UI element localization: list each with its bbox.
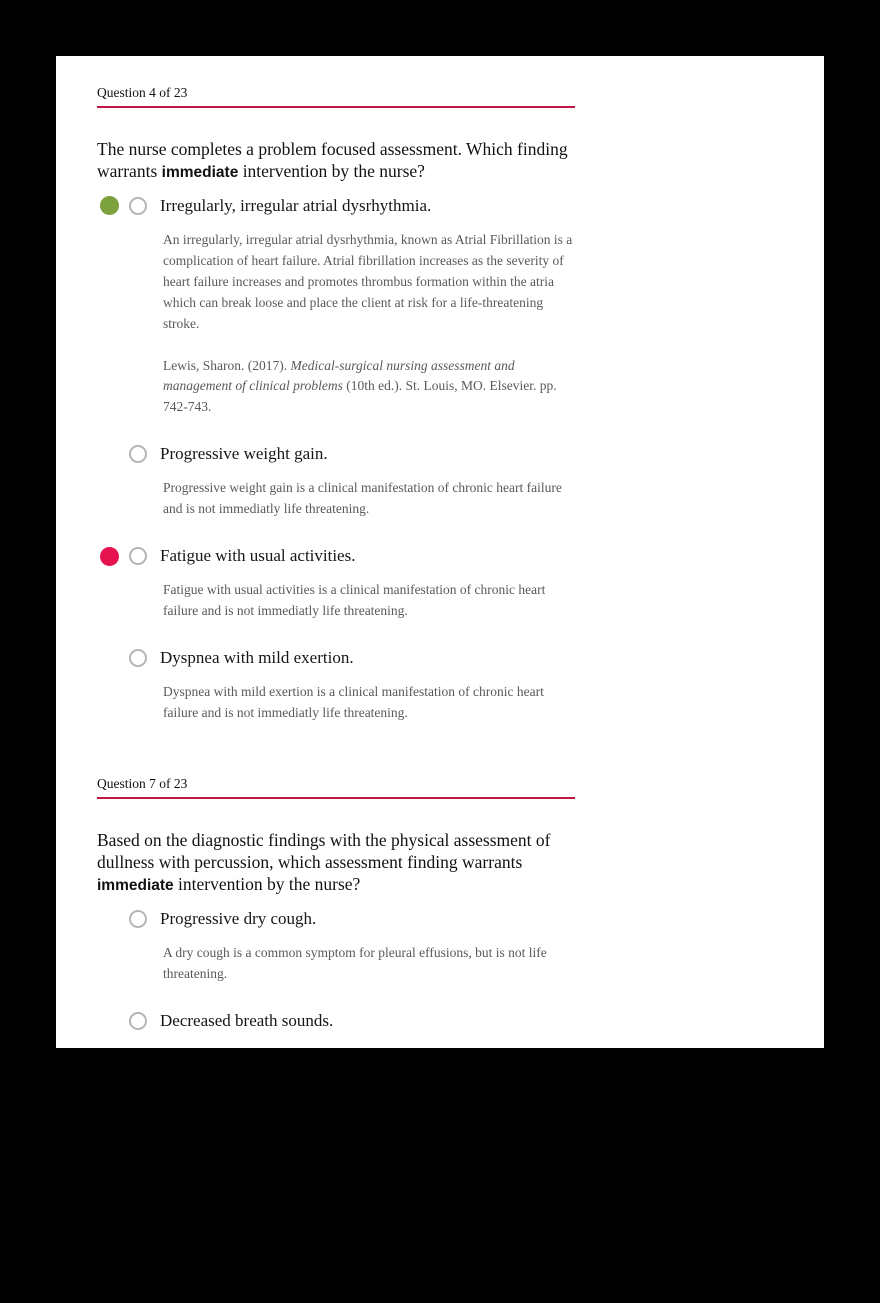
answer-option-row — [100, 909, 779, 929]
quiz-page-card — [56, 56, 824, 1048]
explanation-text: A dry cough is a common symptom for pleural effusions, but is not life threatening. — [163, 944, 547, 981]
question-text-prefix: The nurse completes a problem focused assessment. Which finding warrants — [97, 139, 568, 182]
question-header-underline — [97, 797, 575, 799]
option-label[interactable]: Progressive weight gain. — [160, 444, 328, 464]
correct-indicator-dot — [100, 196, 119, 215]
indicator-dot-placeholder — [100, 909, 119, 928]
option-explanation — [163, 682, 575, 724]
question-bold-word: immediate — [161, 164, 239, 182]
question-counter: Question 7 of 23 — [97, 775, 188, 791]
question-text-prefix: Based on the diagnostic findings with the physical assessment of dullness with percussion, which assessment finding warrants — [97, 829, 551, 873]
radio-button[interactable] — [129, 547, 147, 565]
option-explanation — [163, 943, 575, 985]
option-explanation — [163, 230, 575, 418]
reference-prefix: Lewis, Sharon. (2017). — [163, 357, 291, 373]
reference-citation — [163, 356, 575, 419]
question-text — [97, 138, 571, 183]
radio-button[interactable] — [129, 197, 147, 215]
answer-option-row — [100, 196, 779, 216]
question-block-7 — [97, 776, 779, 1031]
answer-option-row — [100, 1011, 779, 1031]
question-counter: Question 4 of 23 — [97, 85, 188, 100]
reference-title-italic: Medical-surgical nursing assessment and management of clinical problems — [163, 357, 515, 394]
question-bold-word: immediate — [97, 877, 174, 895]
question-text — [97, 829, 571, 896]
option-explanation — [163, 580, 575, 622]
question-block-4 — [97, 85, 779, 724]
answer-option-row — [100, 648, 779, 668]
indicator-dot-placeholder — [100, 648, 119, 667]
answer-option-row — [100, 444, 779, 464]
option-label[interactable]: Dyspnea with mild exertion. — [160, 647, 354, 667]
explanation-text: Dyspnea with mild exertion is a clinical manifestation of chronic heart failure and is not immediatly life threatening. — [163, 683, 544, 720]
indicator-dot-placeholder — [100, 445, 119, 464]
option-label[interactable]: Irregularly, irregular atrial dysrhythmia. — [160, 195, 432, 215]
option-label[interactable]: Progressive dry cough. — [160, 908, 317, 928]
explanation-text: Progressive weight gain is a clinical manifestation of chronic heart failure and is not immediatly life threatening. — [163, 480, 562, 517]
radio-button[interactable] — [129, 649, 147, 667]
answer-option-row — [100, 546, 779, 566]
question-text-suffix: intervention by the nurse? — [173, 874, 361, 895]
option-explanation — [163, 478, 575, 520]
explanation-text: Fatigue with usual activities is a clinical manifestation of chronic heart failure and is not immediatly life threatening. — [163, 582, 546, 619]
radio-button[interactable] — [129, 1012, 147, 1030]
radio-button[interactable] — [129, 445, 147, 463]
reference-suffix: (10th ed.). St. Louis, MO. Elsevier. pp. 742-743. — [163, 378, 557, 415]
radio-button[interactable] — [129, 910, 147, 928]
option-label[interactable]: Fatigue with usual activities. — [160, 546, 356, 566]
question-header-underline — [97, 106, 575, 108]
indicator-dot-placeholder — [100, 1011, 119, 1030]
explanation-text: An irregularly, irregular atrial dysrhythmia, known as Atrial Fibrillation is a complication of heart failure. Atrial fibrillation increases as the severity of heart failure increases and promotes thrombus formation within the atria which can break loose and place the client at risk for a life-threatening stroke. — [163, 231, 573, 331]
option-label[interactable]: Decreased breath sounds. — [160, 1010, 334, 1030]
selected-indicator-dot — [100, 547, 119, 566]
question-text-suffix: intervention by the nurse? — [238, 161, 425, 182]
